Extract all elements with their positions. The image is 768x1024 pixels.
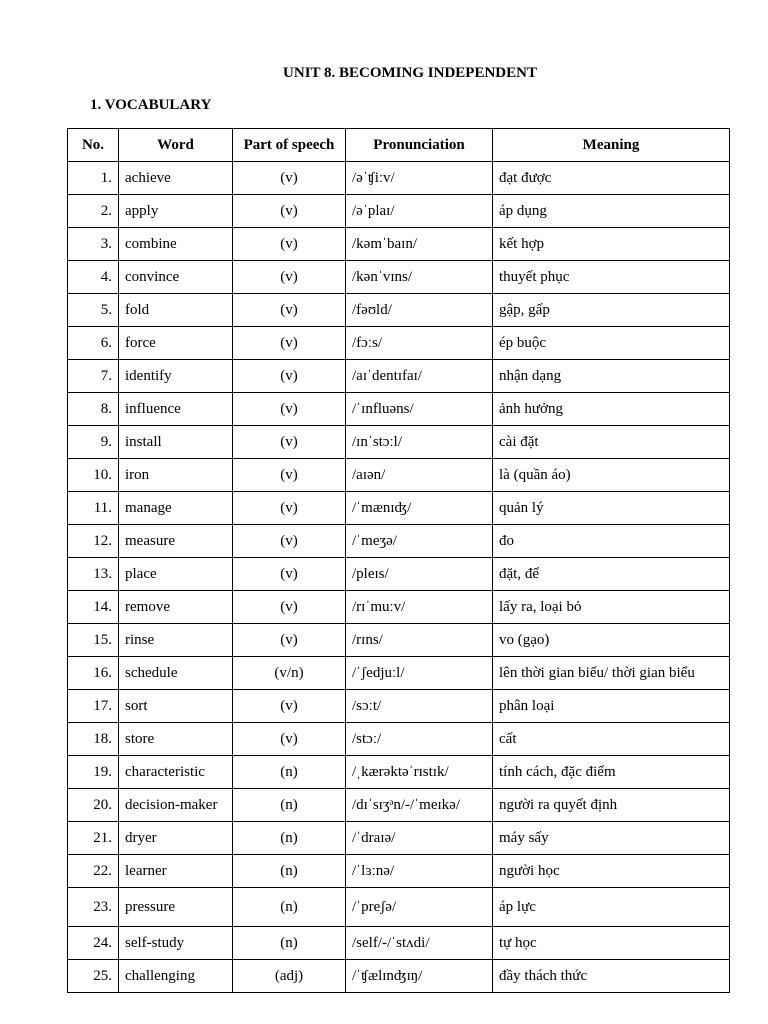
cell-number: 13. (68, 558, 119, 591)
cell-pronunciation: /aɪən/ (346, 459, 493, 492)
cell-word: remove (119, 591, 233, 624)
cell-pronunciation: /fɔːs/ (346, 327, 493, 360)
table-row (68, 393, 730, 426)
header-part-of-speech: Part of speech (233, 129, 346, 162)
cell-word: combine (119, 228, 233, 261)
cell-word: pressure (119, 888, 233, 927)
cell-word: store (119, 723, 233, 756)
cell-part-of-speech: (n) (233, 756, 346, 789)
cell-meaning: ép buộc (493, 327, 730, 360)
cell-meaning: phân loại (493, 690, 730, 723)
header-no: No. (68, 129, 119, 162)
table-row (68, 960, 730, 993)
cell-part-of-speech: (n) (233, 789, 346, 822)
table-row (68, 756, 730, 789)
cell-number: 6. (68, 327, 119, 360)
table-row (68, 459, 730, 492)
cell-number: 4. (68, 261, 119, 294)
cell-number: 24. (68, 927, 119, 960)
cell-pronunciation: /ˈʃedjuːl/ (346, 657, 493, 690)
cell-pronunciation: /stɔː/ (346, 723, 493, 756)
cell-meaning: lấy ra, loại bỏ (493, 591, 730, 624)
table-row (68, 492, 730, 525)
table-header-row (68, 129, 730, 162)
cell-number: 17. (68, 690, 119, 723)
cell-number: 7. (68, 360, 119, 393)
cell-number: 19. (68, 756, 119, 789)
cell-meaning: tính cách, đặc điểm (493, 756, 730, 789)
cell-pronunciation: /ˈmeʒə/ (346, 525, 493, 558)
cell-pronunciation: /kəmˈbaɪn/ (346, 228, 493, 261)
section-heading: 1. VOCABULARY (90, 97, 212, 113)
cell-part-of-speech: (v) (233, 591, 346, 624)
cell-part-of-speech: (n) (233, 855, 346, 888)
cell-pronunciation: /sɔːt/ (346, 690, 493, 723)
cell-meaning: đặt, để (493, 558, 730, 591)
cell-word: install (119, 426, 233, 459)
cell-pronunciation: /self/-/ˈstʌdi/ (346, 927, 493, 960)
cell-part-of-speech: (adj) (233, 960, 346, 993)
cell-meaning: cất (493, 723, 730, 756)
table-row (68, 426, 730, 459)
cell-word: influence (119, 393, 233, 426)
cell-pronunciation: /fəʊld/ (346, 294, 493, 327)
cell-meaning: áp dụng (493, 195, 730, 228)
cell-pronunciation: /rɪns/ (346, 624, 493, 657)
cell-word: iron (119, 459, 233, 492)
header-meaning: Meaning (493, 129, 730, 162)
cell-part-of-speech: (v) (233, 624, 346, 657)
cell-word: learner (119, 855, 233, 888)
cell-pronunciation: /kənˈvɪns/ (346, 261, 493, 294)
cell-number: 12. (68, 525, 119, 558)
cell-part-of-speech: (n) (233, 822, 346, 855)
cell-meaning: kết hợp (493, 228, 730, 261)
cell-pronunciation: /aɪˈdentɪfaɪ/ (346, 360, 493, 393)
cell-number: 1. (68, 162, 119, 195)
cell-pronunciation: /ˈdraɪə/ (346, 822, 493, 855)
header-pronunciation: Pronunciation (346, 129, 493, 162)
cell-pronunciation: /ˈʧælɪnʤɪŋ/ (346, 960, 493, 993)
cell-meaning: người ra quyết định (493, 789, 730, 822)
cell-number: 8. (68, 393, 119, 426)
cell-meaning: ảnh hưởng (493, 393, 730, 426)
table-row (68, 294, 730, 327)
cell-part-of-speech: (v) (233, 294, 346, 327)
cell-word: force (119, 327, 233, 360)
cell-pronunciation: /ˈɪnfluəns/ (346, 393, 493, 426)
cell-word: convince (119, 261, 233, 294)
table-row (68, 888, 730, 927)
cell-number: 5. (68, 294, 119, 327)
table-row (68, 525, 730, 558)
cell-meaning: là (quần áo) (493, 459, 730, 492)
cell-part-of-speech: (v/n) (233, 657, 346, 690)
cell-number: 20. (68, 789, 119, 822)
cell-part-of-speech: (v) (233, 492, 346, 525)
cell-pronunciation: /ˈmænɪʤ/ (346, 492, 493, 525)
cell-word: apply (119, 195, 233, 228)
cell-part-of-speech: (v) (233, 459, 346, 492)
cell-pronunciation: /əˈʧiːv/ (346, 162, 493, 195)
cell-word: self-study (119, 927, 233, 960)
cell-meaning: người học (493, 855, 730, 888)
table-row (68, 927, 730, 960)
table-row (68, 591, 730, 624)
cell-word: characteristic (119, 756, 233, 789)
header-word: Word (119, 129, 233, 162)
cell-meaning: đạt được (493, 162, 730, 195)
cell-part-of-speech: (n) (233, 888, 346, 927)
cell-meaning: quản lý (493, 492, 730, 525)
table-row (68, 789, 730, 822)
cell-part-of-speech: (v) (233, 558, 346, 591)
cell-part-of-speech: (v) (233, 690, 346, 723)
cell-meaning: nhận dạng (493, 360, 730, 393)
cell-pronunciation: /əˈplaɪ/ (346, 195, 493, 228)
cell-number: 15. (68, 624, 119, 657)
cell-number: 22. (68, 855, 119, 888)
cell-part-of-speech: (v) (233, 195, 346, 228)
table-row (68, 657, 730, 690)
cell-pronunciation: /pleɪs/ (346, 558, 493, 591)
cell-meaning: đầy thách thức (493, 960, 730, 993)
cell-number: 23. (68, 888, 119, 927)
cell-meaning: máy sấy (493, 822, 730, 855)
cell-meaning: đo (493, 525, 730, 558)
cell-pronunciation: /ɪnˈstɔːl/ (346, 426, 493, 459)
cell-meaning: gập, gấp (493, 294, 730, 327)
cell-number: 11. (68, 492, 119, 525)
cell-number: 25. (68, 960, 119, 993)
cell-part-of-speech: (n) (233, 927, 346, 960)
table-row (68, 690, 730, 723)
cell-pronunciation: /dɪˈsɪʒᵊn/-/ˈmeɪkə/ (346, 789, 493, 822)
cell-number: 14. (68, 591, 119, 624)
cell-part-of-speech: (v) (233, 393, 346, 426)
cell-pronunciation: /rɪˈmuːv/ (346, 591, 493, 624)
table-row (68, 327, 730, 360)
table-row (68, 360, 730, 393)
table-row (68, 261, 730, 294)
cell-meaning: cài đặt (493, 426, 730, 459)
cell-meaning: áp lực (493, 888, 730, 927)
cell-word: schedule (119, 657, 233, 690)
cell-part-of-speech: (v) (233, 261, 346, 294)
table-body (68, 162, 730, 993)
cell-part-of-speech: (v) (233, 327, 346, 360)
cell-pronunciation: /ˈlɜːnə/ (346, 855, 493, 888)
table-row (68, 624, 730, 657)
cell-number: 10. (68, 459, 119, 492)
cell-number: 16. (68, 657, 119, 690)
table-row (68, 558, 730, 591)
cell-word: achieve (119, 162, 233, 195)
cell-word: sort (119, 690, 233, 723)
cell-pronunciation: /ˈpreʃə/ (346, 888, 493, 927)
cell-word: decision-maker (119, 789, 233, 822)
cell-number: 21. (68, 822, 119, 855)
cell-number: 3. (68, 228, 119, 261)
cell-word: rinse (119, 624, 233, 657)
page-title: UNIT 8. BECOMING INDEPENDENT (283, 65, 537, 81)
cell-word: identify (119, 360, 233, 393)
cell-meaning: thuyết phục (493, 261, 730, 294)
cell-number: 2. (68, 195, 119, 228)
cell-word: challenging (119, 960, 233, 993)
cell-part-of-speech: (v) (233, 525, 346, 558)
cell-number: 9. (68, 426, 119, 459)
cell-meaning: vo (gạo) (493, 624, 730, 657)
cell-part-of-speech: (v) (233, 723, 346, 756)
cell-part-of-speech: (v) (233, 426, 346, 459)
cell-meaning: lên thời gian biểu/ thời gian biểu (493, 657, 730, 690)
cell-number: 18. (68, 723, 119, 756)
cell-part-of-speech: (v) (233, 360, 346, 393)
cell-pronunciation: /ˌkærəktəˈrɪstɪk/ (346, 756, 493, 789)
cell-word: manage (119, 492, 233, 525)
cell-word: measure (119, 525, 233, 558)
cell-word: fold (119, 294, 233, 327)
cell-word: place (119, 558, 233, 591)
table-row (68, 162, 730, 195)
table-row (68, 228, 730, 261)
cell-meaning: tự học (493, 927, 730, 960)
cell-part-of-speech: (v) (233, 228, 346, 261)
vocabulary-table (67, 128, 730, 993)
table-row (68, 822, 730, 855)
cell-part-of-speech: (v) (233, 162, 346, 195)
table-row (68, 855, 730, 888)
table-row (68, 195, 730, 228)
table-row (68, 723, 730, 756)
cell-word: dryer (119, 822, 233, 855)
